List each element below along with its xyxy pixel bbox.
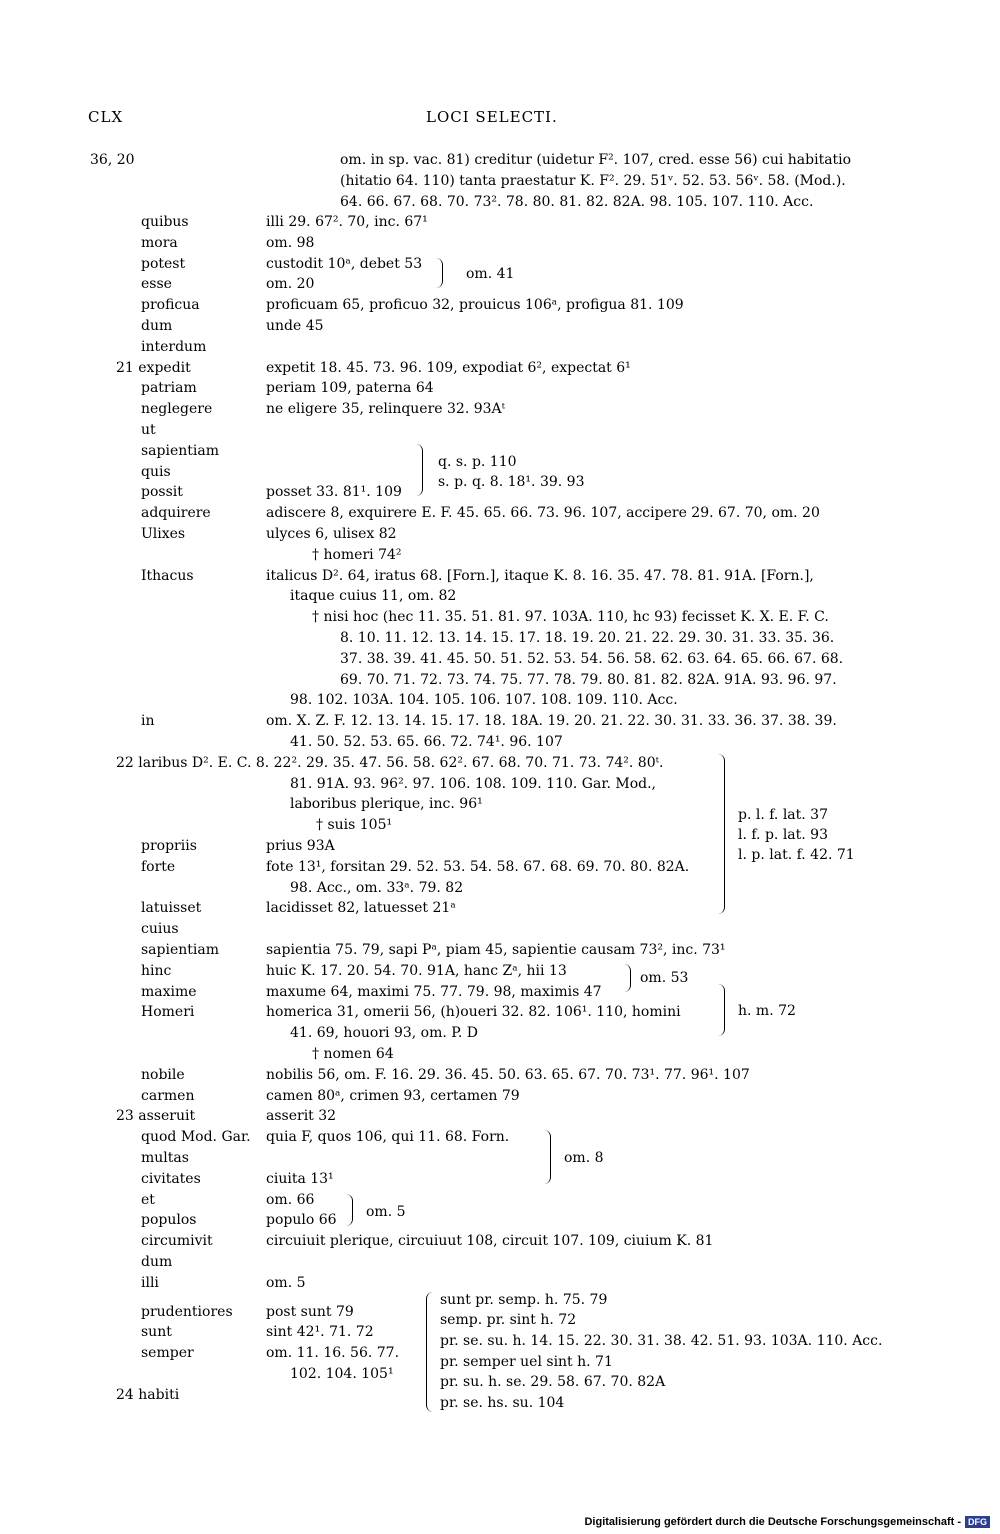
variant-reading: itaque cuius 11, om. 82 (290, 588, 457, 605)
variant-reading: posset 33. 81¹. 109 (266, 484, 402, 501)
lemma: quibus (141, 214, 189, 230)
lemma: maxime (141, 983, 197, 1000)
brace-laribus-group (718, 754, 725, 914)
variant-reading: laboribus plerique, inc. 96¹ (290, 796, 483, 813)
brace-note-prudentiores-4: pr. semper uel sint h. 71 (440, 1354, 613, 1370)
lemma: civitates (141, 1170, 201, 1187)
lemma: 21 expedit (116, 359, 191, 376)
variant-reading: huic K. 17. 20. 54. 70. 91A, hanc Zᵃ, hii 13 (266, 962, 567, 979)
lemma: prudentiores (141, 1303, 233, 1320)
variant-reading: sapientia 75. 79, sapi Pᵃ, piam 45, sapientie causam 73², inc. 73¹ (266, 942, 726, 958)
lemma: propriis (141, 838, 197, 854)
lemma: neglegere (141, 401, 213, 418)
lemma: carmen (141, 1087, 195, 1104)
brace-note-prudentiores-3: pr. se. su. h. 14. 15. 22. 30. 31. 38. 42. 51. 93. 103A. 110. Acc. (440, 1333, 883, 1349)
brace-note-prudentiores-1: sunt pr. semp. h. 75. 79 (440, 1292, 608, 1308)
variant-reading: om. 20 (266, 276, 315, 293)
lemma: Ulixes (141, 526, 186, 542)
variant-reading: om. 5 (266, 1274, 306, 1291)
lemma: sapientiam (141, 942, 219, 958)
variant-reading: camen 80ᵃ, crimen 93, certamen 79 (266, 1087, 520, 1104)
page-number: CLX (88, 108, 124, 126)
lemma: interdum (141, 338, 207, 355)
lemma: quis (141, 463, 171, 480)
variant-reading: circuiuit plerique, circuiuut 108, circuit 107. 109, ciuium K. 81 (266, 1233, 714, 1250)
brace-note-et-populos: om. 5 (366, 1204, 406, 1220)
variant-reading: † nomen 64 (312, 1046, 394, 1062)
variant-reading: unde 45 (266, 318, 324, 334)
lemma: multas (141, 1150, 189, 1166)
lemma: quod Mod. Gar. (141, 1129, 251, 1146)
variant-reading: asserit 32 (266, 1108, 337, 1125)
brace-potest-esse (436, 258, 443, 288)
brace-note-potest-esse: om. 41 (466, 266, 515, 282)
variant-reading: 102. 104. 105¹ (290, 1366, 394, 1382)
lemma: adquirere (141, 505, 211, 522)
brace-note-prudentiores-2: semp. pr. sint h. 72 (440, 1312, 577, 1328)
lemma: sapientiam (141, 442, 219, 459)
variant-reading: † nisi hoc (hec 11. 35. 51. 81. 97. 103A. 110, hc 93) fecisset K. X. E. F. C. (312, 609, 829, 626)
footer (584, 1516, 990, 1528)
brace-quod-civitates (544, 1130, 551, 1184)
variant-reading: ciuita 13¹ (266, 1170, 334, 1187)
variant-reading: 98. Acc., om. 33ᵃ. 79. 82 (290, 879, 464, 896)
lemma: dum (141, 318, 173, 334)
variant-reading: om. 66 (266, 1191, 315, 1208)
brace-note-sapientiam-1: q. s. p. 110 (438, 454, 517, 470)
variant-reading: quia F, quos 106, qui 11. 68. Forn. (266, 1129, 510, 1146)
variant-reading: proficuam 65, proficuo 32, prouicus 106ᵃ, profigua 81. 109 (266, 297, 684, 314)
brace-note-quod-civitates: om. 8 (564, 1150, 604, 1166)
lemma: illi (141, 1274, 159, 1291)
brace-maxime-homeri (718, 984, 725, 1036)
variant-reading: om. 98 (266, 234, 315, 251)
lemma: nobile (141, 1066, 185, 1083)
brace-prudentiores-habiti (426, 1292, 433, 1412)
variant-reading: † homeri 74² (312, 546, 402, 563)
variant-reading: homerica 31, omerii 56, (h)oueri 32. 82. 106¹. 110, homini (266, 1004, 681, 1021)
brace-sapientiam-quis (416, 444, 423, 496)
variant-reading: 37. 38. 39. 41. 45. 50. 51. 52. 53. 54. 56. 58. 62. 63. 64. 65. 66. 67. 68. (340, 650, 844, 667)
lemma: forte (141, 858, 176, 875)
variant-reading: nobilis 56, om. F. 16. 29. 36. 45. 50. 63. 65. 67. 70. 73¹. 77. 96¹. 107 (266, 1066, 750, 1083)
variant-reading: om. X. Z. F. 12. 13. 14. 15. 17. 18. 18A. 19. 20. 21. 22. 30. 31. 33. 36. 37. 38. 39. (266, 713, 837, 730)
lemma: ut (141, 422, 156, 438)
variant-reading: italicus D². 64, iratus 68. [Forn.], itaque K. 8. 16. 35. 47. 78. 81. 91A. [Forn.], (266, 567, 814, 584)
lemma: Ithacus (141, 567, 194, 584)
variant-reading: 81. 91A. 93. 96². 97. 106. 108. 109. 110. Gar. Mod., (290, 775, 656, 792)
dfg-logo: DFG (965, 1516, 990, 1528)
variant-reading: sint 42¹. 71. 72 (266, 1324, 374, 1341)
variant-reading: expetit 18. 45. 73. 96. 109, expodiat 6², expectat 6¹ (266, 359, 631, 376)
footer-text: Digitalisierung gefördert durch die Deutsche Forschungsgemeinschaft - (584, 1516, 961, 1528)
variant-reading: 41. 69, houori 93, om. P. D (290, 1025, 478, 1042)
lemma: cuius (141, 921, 179, 938)
variant-reading: lacidisset 82, latuesset 21ᵃ (266, 900, 456, 917)
lemma: mora (141, 234, 178, 251)
intro-line: om. in sp. vac. 81) creditur (uidetur F². 107, cred. esse 56) cui habitatio (340, 152, 852, 168)
brace-note-laribus-2: l. f. p. lat. 93 (738, 827, 828, 843)
lemma: sunt (141, 1324, 172, 1341)
variant-reading: prius 93A (266, 838, 335, 854)
lemma: patriam (141, 380, 197, 397)
variant-reading: 8. 10. 11. 12. 13. 14. 15. 17. 18. 19. 20. 21. 22. 29. 30. 31. 33. 35. 36. (340, 630, 835, 646)
lemma: potest (141, 255, 186, 272)
brace-note-prudentiores-6: pr. se. hs. su. 104 (440, 1395, 565, 1411)
lemma: 23 asseruit (116, 1108, 196, 1125)
variant-reading: illi 29. 67². 70, inc. 67¹ (266, 214, 428, 230)
variant-reading: 41. 50. 52. 53. 65. 66. 72. 74¹. 96. 107 (290, 734, 563, 750)
lemma: possit (141, 484, 183, 501)
start-reference: 36, 20 (90, 152, 135, 168)
running-head: LOCI SELECTI. (426, 108, 558, 126)
lemma: et (141, 1191, 155, 1208)
lemma: semper (141, 1345, 194, 1362)
variant-reading: 69. 70. 71. 72. 73. 74. 75. 77. 78. 79. 80. 81. 82. 82A. 91A. 93. 96. 97. (340, 671, 837, 688)
variant-reading: periam 109, paterna 64 (266, 380, 434, 397)
lemma: circumivit (141, 1233, 213, 1250)
brace-et-populos (346, 1194, 353, 1226)
brace-hinc-maxime (624, 964, 631, 992)
intro-line: (hitatio 64. 110) tanta praestatur K. F². 29. 51ᵛ. 52. 53. 56ᵛ. 58. (Mod.). (340, 173, 846, 189)
intro-line: 64. 66. 67. 68. 70. 73². 78. 80. 81. 82. 82A. 98. 105. 107. 110. Acc. (340, 194, 814, 210)
lemma: Homeri (141, 1004, 195, 1021)
lemma: latuisset (141, 900, 202, 917)
variant-reading: ulyces 6, ulisex 82 (266, 526, 397, 542)
lemma: hinc (141, 962, 172, 979)
variant-reading: maxume 64, maximi 75. 77. 79. 98, maximis 47 (266, 983, 602, 1000)
variant-reading: populo 66 (266, 1212, 337, 1229)
variant-reading: adiscere 8, exquirere E. F. 45. 65. 66. 73. 96. 107, accipere 29. 67. 70, om. 20 (266, 505, 820, 522)
lemma: dum (141, 1254, 173, 1270)
brace-note-maxime-homeri: h. m. 72 (738, 1003, 796, 1019)
variant-reading: post sunt 79 (266, 1303, 354, 1320)
lemma: proficua (141, 297, 200, 314)
variant-reading: 98. 102. 103A. 104. 105. 106. 107. 108. 109. 110. Acc. (290, 692, 678, 709)
variant-reading: om. 11. 16. 56. 77. (266, 1345, 400, 1362)
brace-note-prudentiores-5: pr. su. h. se. 29. 58. 67. 70. 82A (440, 1374, 666, 1390)
lemma: 24 habiti (116, 1386, 180, 1403)
variant-reading: custodit 10ᵃ, debet 53 (266, 255, 423, 272)
variant-reading: † suis 105¹ (316, 817, 393, 834)
brace-note-sapientiam-2: s. p. q. 8. 18¹. 39. 93 (438, 474, 585, 490)
brace-note-laribus-3: l. p. lat. f. 42. 71 (738, 847, 855, 863)
lemma: esse (141, 276, 172, 293)
lemma: in (141, 713, 155, 730)
brace-note-laribus-1: p. l. f. lat. 37 (738, 807, 828, 823)
variant-reading: fote 13¹, forsitan 29. 52. 53. 54. 58. 67. 68. 69. 70. 80. 82A. (266, 858, 690, 875)
variant-reading: ne eligere 35, relinquere 32. 93Aᵗ (266, 401, 506, 418)
lemma: populos (141, 1212, 197, 1229)
brace-note-hinc-maxime: om. 53 (640, 970, 689, 986)
lemma: 22 laribus D². E. C. 8. 22². 29. 35. 47. 56. 58. 62². 67. 68. 70. 71. 73. 74². 80ᵗ. (116, 754, 664, 771)
